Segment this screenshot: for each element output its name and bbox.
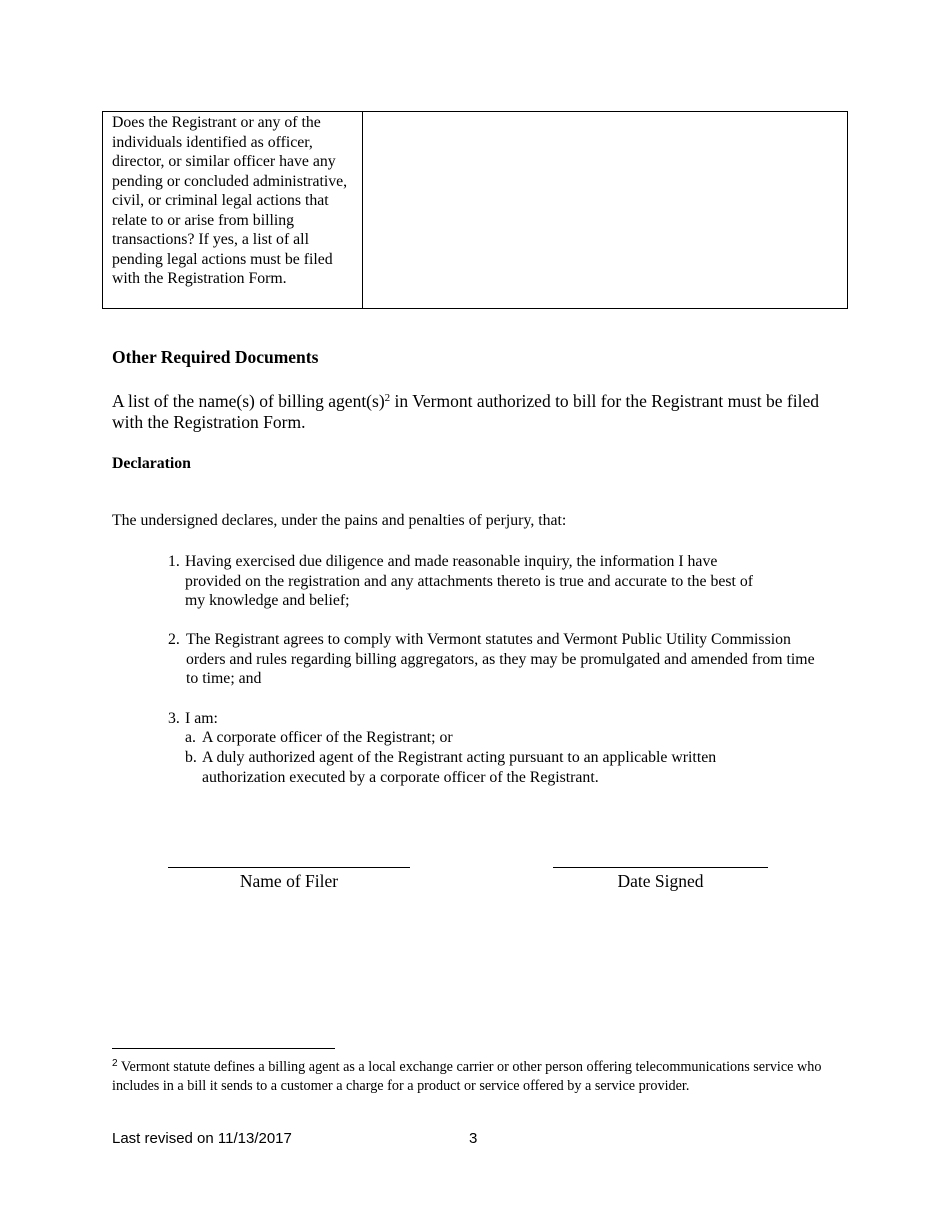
billing-agents-text-end: in Vermont authorized to bill for the Registrant must be filed with the Registration Form.	[112, 391, 819, 432]
declaration-subitem-text: A corporate officer of the Registrant; or	[202, 729, 453, 746]
name-of-filer-label: Name of Filer	[239, 871, 339, 891]
declaration-subitem-text: A duly authorized agent of the Registrant acting pursuant to an applicable written authorization executed by a corporate officer of the Registrant.	[202, 749, 717, 786]
declaration-subitem-b	[185, 748, 775, 787]
declaration-item-number: 3.	[168, 710, 180, 727]
page-number: 3	[469, 1130, 478, 1147]
date-signed-label: Date Signed	[617, 871, 704, 891]
other-documents-heading: Other Required Documents	[112, 347, 319, 367]
declaration-heading: Declaration	[112, 455, 191, 472]
declaration-item-text: Having exercised due diligence and made reasonable inquiry, the information I have provided on the registration and any attachments thereto is true and accurate to the best of my knowledge and belief;	[185, 553, 754, 609]
declaration-item-number: 1.	[168, 553, 180, 570]
declaration-intro: The undersigned declares, under the pains and penalties of perjury, that:	[112, 512, 567, 529]
date-signature-line[interactable]	[553, 867, 768, 868]
footnote-text: Vermont statute defines a billing agent as a local exchange carrier or other person offering telecommunications service who includes in a bill it sends to a customer a charge for a product or service offered by a service provider.	[112, 1059, 822, 1094]
declaration-subitem-letter: a.	[185, 729, 196, 746]
declaration-subitem-letter: b.	[185, 749, 197, 766]
declaration-item-3	[168, 709, 768, 729]
legal-actions-answer-cell[interactable]	[363, 112, 847, 308]
declaration-item-text: I am:	[185, 710, 218, 727]
declaration-item-1	[168, 552, 768, 611]
footnote-divider	[112, 1048, 335, 1049]
name-signature-line[interactable]	[168, 867, 410, 868]
footnote-number: 2	[112, 1058, 118, 1069]
last-revised-date: Last revised on 11/13/2017	[112, 1130, 292, 1147]
billing-agents-text-start: A list of the name(s) of billing agent(s)	[112, 391, 385, 411]
declaration-item-number: 2.	[168, 631, 180, 648]
billing-agents-paragraph	[112, 391, 842, 433]
legal-actions-table	[102, 111, 848, 309]
declaration-subitem-a	[185, 728, 785, 748]
footnote-reference[interactable]: 2	[384, 392, 391, 404]
footnote	[112, 1058, 852, 1096]
declaration-item-2	[168, 630, 826, 689]
legal-actions-question: Does the Registrant or any of the individuals identified as officer, director, or similar officer have any pending or concluded administrative, civil, or criminal legal actions that relate to or arise from billing transactions? If yes, a list of all pending legal actions must be filed with the Registration Form.	[103, 112, 363, 308]
declaration-item-text: The Registrant agrees to comply with Vermont statutes and Vermont Public Utility Commission orders and rules regarding billing aggregators, as they may be promulgated and amended from time to time; and	[186, 631, 815, 687]
